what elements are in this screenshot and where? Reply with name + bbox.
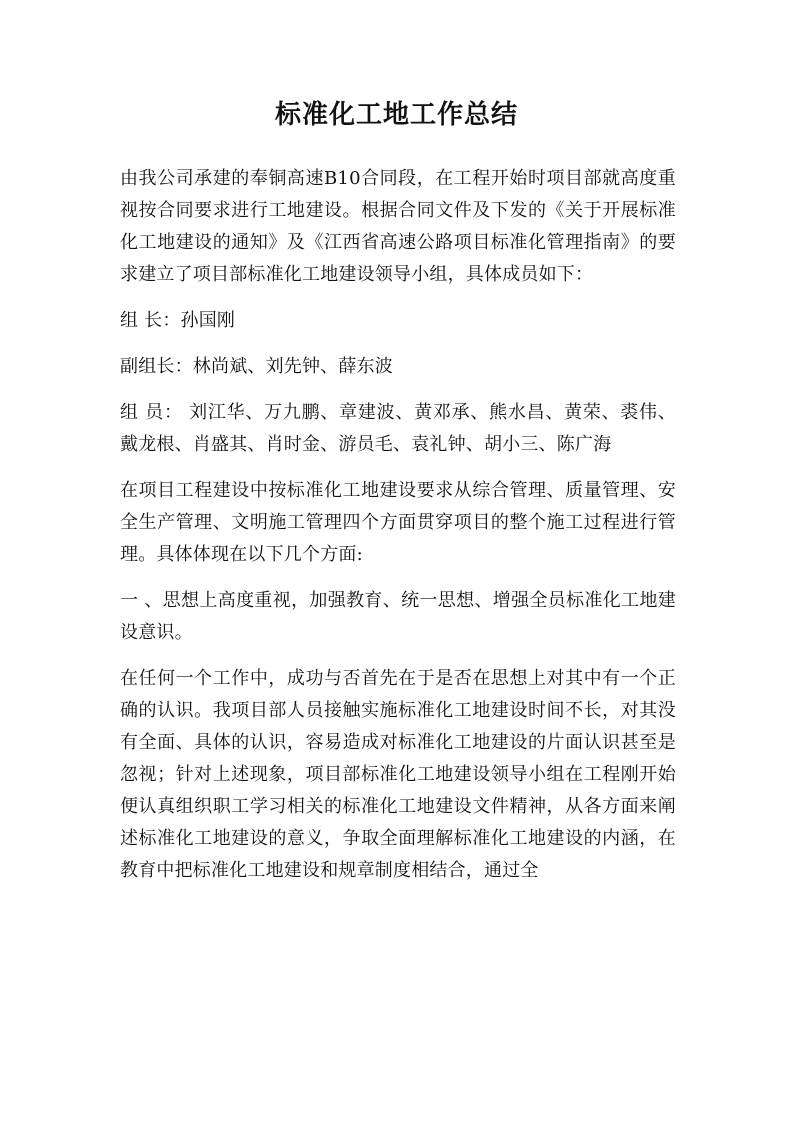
document-title: 标准化工地工作总结 [274,100,518,130]
management-paragraph: 在项目工程建设中按标准化工地建设要求从综合管理、质量管理、安全生产管理、文明施工管理四个方面贯穿项目的整个施工过程进行管理。具体体现在以下几个方面: [120,480,676,565]
section-1-paragraph: 在任何一个工作中，成功与否首先在于是否在思想上对其中有一个正确的认识。我项目部人员接触实施标准化工地建设时间不长，对其没有全面、具体的认识，容易造成对标准化工地建设的片面认识甚至是忽视；针对上述现象，项目部标准化工地建设领导小组在工程刚开始便认真组织职工学习相关的标准化工地建设文件精神，从各方面来阐述标准化工地建设的意义，争取全面理解标准化工地建设的内涵，在教育中把标准化工地建设和规章制度相结合，通过全 [120,668,676,881]
team-leader-line: 组 长：孙国刚 [120,310,236,331]
intro-paragraph: 由我公司承建的奉铜高速B10合同段，在工程开始时项目部就高度重视按合同要求进行工地建设。根据合同文件及下发的《关于开展标准化工地建设的通知》及《江西省高速公路项目标准化管理指南》的要求建立了项目部标准化工地建设领导小组，具体成员如下： [120,168,676,285]
deputy-leader-line: 副组长：林尚斌、刘先钟、薛东波 [120,356,393,377]
team-members-line: 组 员： 刘江华、万九鹏、章建波、黄邓承、熊水昌、黄荣、裘伟、戴龙根、肖盛其、肖时金、游员毛、袁礼钟、胡小三、陈广海 [120,402,676,455]
document-body [120,163,676,901]
section-heading-1: 一 、思想上高度重视，加强教育、统一思想、增强全员标准化工地建设意识。 [120,590,676,643]
